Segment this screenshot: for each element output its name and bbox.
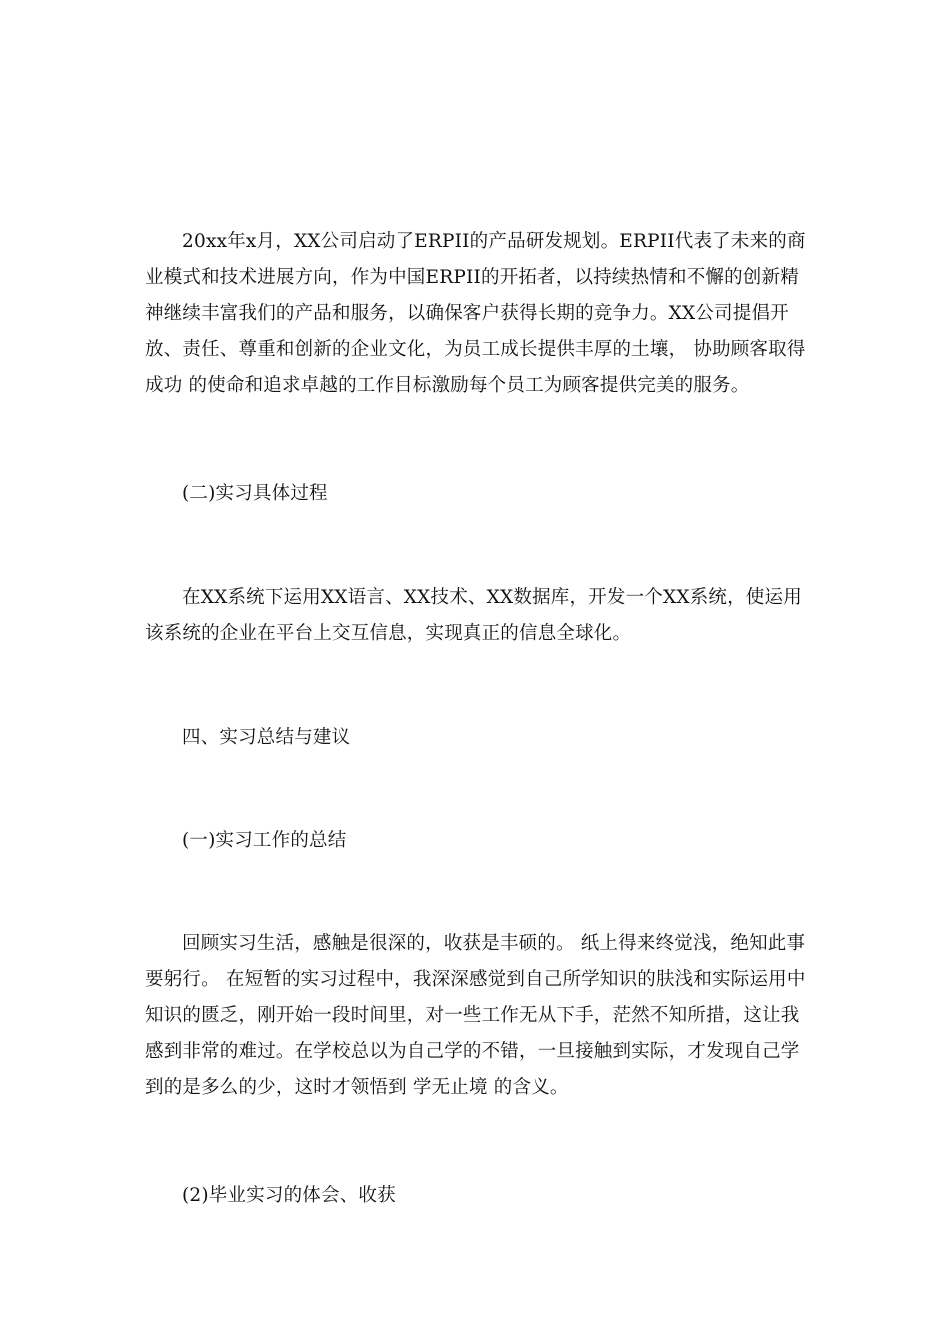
company-intro-paragraph: 20xx年x月，XX公司启动了ERPII的产品研发规划。ERPII代表了未来的商业模式和技术进展方向，作为中国ERPII的开拓者，以持续热情和不懈的创新精神继续丰富我们的产品和服务，以确保客户获得长期的竞争力。XX公司提倡开放、责任、尊重和创新的企业文化，为员工成长提供丰厚的土壤， 协助顾客取得成功 的使命和追求卓越的工作目标激励每个员工为顾客提供完美的服务。 [145,231,806,396]
section-heading-internship-process: (二)实习具体过程 [182,483,328,504]
work-summary-paragraph: 回顾实习生活，感触是很深的，收获是丰硕的。 纸上得来终觉浅，绝知此事要躬行。 在短暂的实习过程中，我深深感觉到自己所学知识的肤浅和实际运用中知识的匮乏，刚开始一段时间里，对一些工作无从下手，茫然不知所措，这让我感到非常的难过。在学校总以为自己学的不错，一旦接触到实际，才发现自己学到的是多么的少，这时才领悟到 学无止境 的含义。 [145,933,806,1098]
section-heading-experience-gains: (2)毕业实习的体会、收获 [182,1185,396,1206]
internship-process-paragraph: 在XX系统下运用XX语言、XX技术、XX数据库，开发一个XX系统，使运用该系统的企业在平台上交互信息，实现真正的信息全球化。 [145,587,802,644]
section-heading-summary-suggestions: 四、实习总结与建议 [182,727,351,748]
section-heading-work-summary: (一)实习工作的总结 [182,830,347,851]
